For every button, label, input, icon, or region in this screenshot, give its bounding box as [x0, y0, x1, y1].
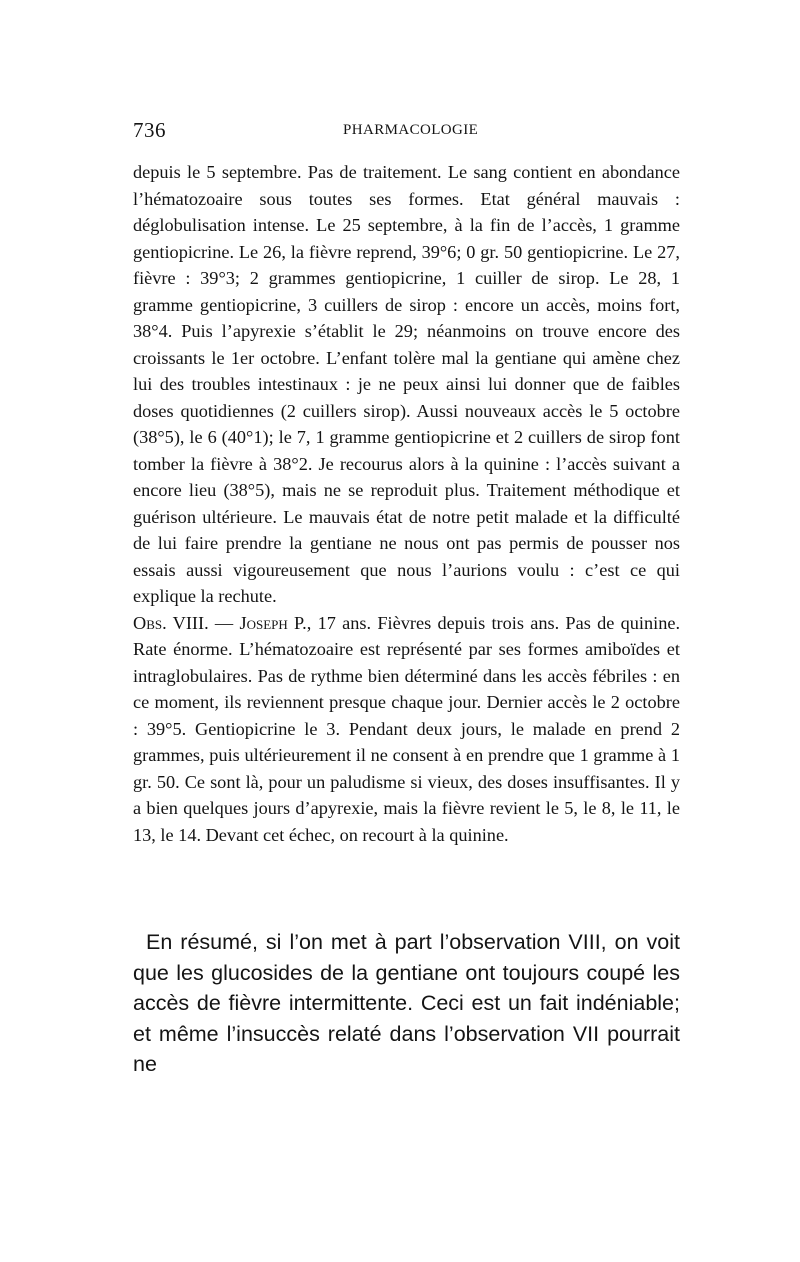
- patient-name: Joseph P.: [239, 612, 307, 633]
- observation-text: [133, 159, 680, 848]
- observation-body: , 17 ans. Fièvres depuis trois ans. Pas de quinine. Rate énorme. L’hématozoaire est représenté par ses formes amiboïdes et intraglobulaires. Pas de rythme bien déterminé dans les accès fébriles : en ce moment, ils reviennent presque chaque jour. Dernier accès le 2 octobre : 39°5. Gentiopicrine le 3. Pendant deux jours, le malade en prend 2 grammes, puis ultérieurement il ne consent à en prendre que 1 gramme à 1 gr. 50. Ce sont là, pour un paludisme si vieux, des doses insuffisantes. Il y a bien quelques jours d’apyrexie, mais la fièvre revient le 5, le 8, le 11, le 13, le 14. Devant cet échec, on recourt à la quinine.: [133, 612, 681, 845]
- page-header: [133, 118, 683, 148]
- paragraph-observation-viii: [133, 610, 680, 849]
- page-number: 736: [133, 118, 166, 142]
- paragraph-summary: En résumé, si l’on met à part l’observation VIII, on voit que les glucosides de la gentiane ont toujours coupé les accès de fièvre intermittente. Ceci est un fait indéniable; et même l’insuccès relaté dans l’observation VII pourrait ne: [133, 930, 680, 1076]
- running-head: PHARMACOLOGIE: [343, 122, 479, 138]
- observation-label: Obs. VIII.: [133, 612, 209, 633]
- observation-dash: —: [208, 612, 240, 633]
- summary-text: [133, 927, 680, 1080]
- paragraph-case-continuation: depuis le 5 septembre. Pas de traitement. Le sang contient en abondance l’hématozoaire sous toutes ses formes. Etat général mauvais : déglobulisation intense. Le 25 septembre, à la fin de l’accès, 1 gramme gentiopicrine. Le 26, la fièvre reprend, 39°6; 0 gr. 50 gentiopicrine. Le 27, fièvre : 39°3; 2 grammes gentiopicrine, 1 cuiller de sirop. Le 28, 1 gramme gentiopicrine, 3 cuillers de sirop : encore un accès, moins fort, 38°4. Puis l’apyrexie s’établit le 29; néanmoins on trouve encore des croissants le 1er octobre. L’enfant tolère mal la gentiane qui amène chez lui des troubles intestinaux : je ne peux ainsi lui donner que de faibles doses quotidiennes (2 cuillers sirop). Aussi nouveaux accès le 5 octobre (38°5), le 6 (40°1); le 7, 1 gramme gentiopicrine et 2 cuillers de sirop font tomber la fièvre à 38°2. Je recourus alors à la quinine : l’accès suivant a encore lieu (38°5), mais ne se reproduit plus. Traitement méthodique et guérison ultérieure. Le mauvais état de notre petit malade et la difficulté de lui faire prendre la gentiane ne nous ont pas permis de pousser nos essais aussi vigoureusement que nous l’aurions voulu : c’est ce qui explique la rechute.: [133, 162, 680, 606]
